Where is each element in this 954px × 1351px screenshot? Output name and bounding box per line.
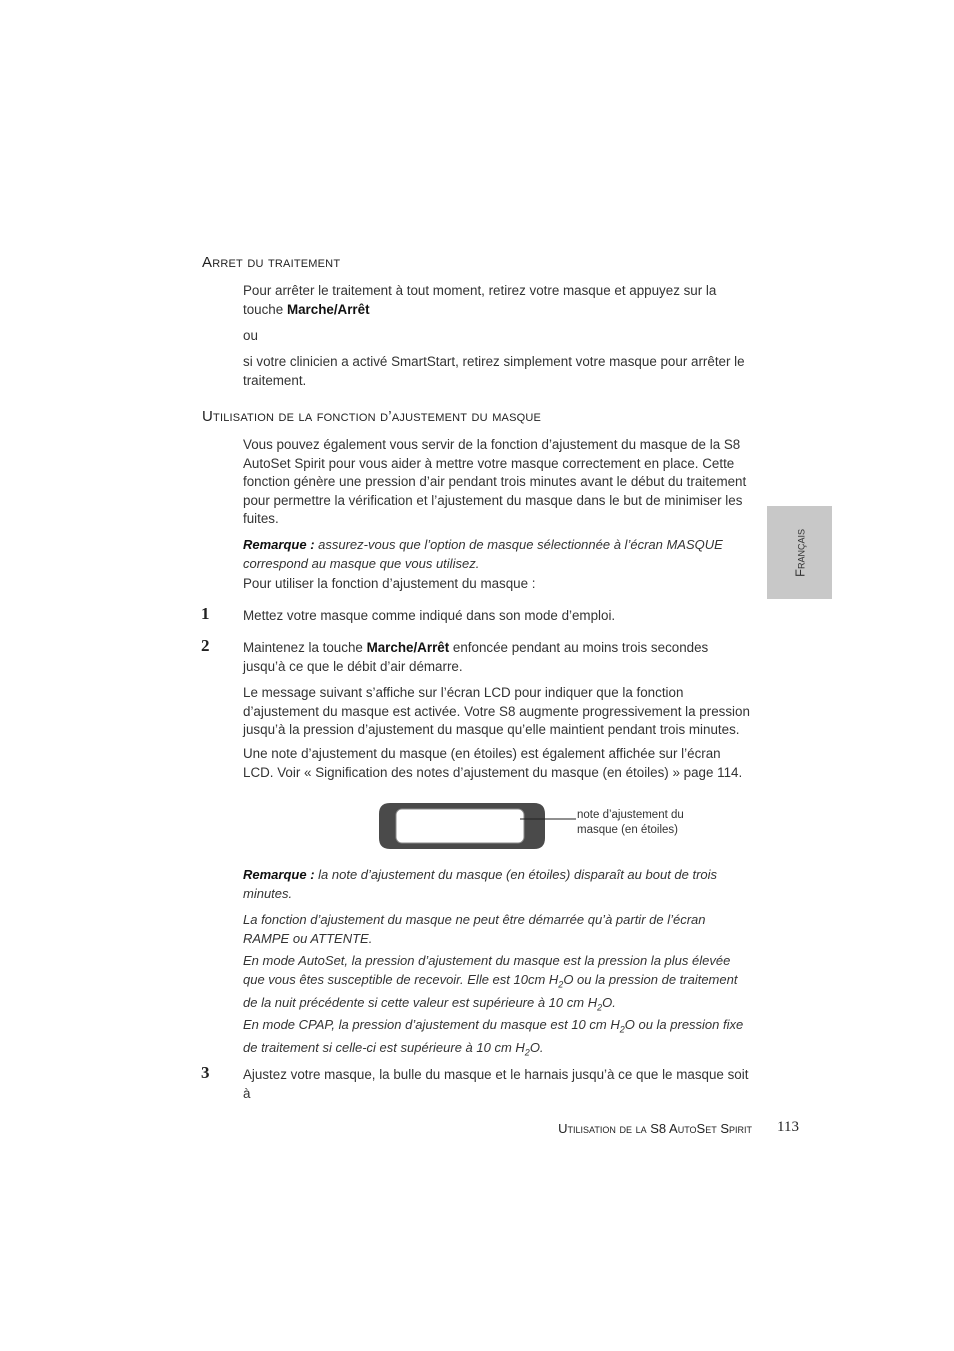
arret-paragraph-1	[243, 282, 753, 319]
step-3-number: 3	[201, 1063, 210, 1082]
note-3: La fonction d’ajustement du masque ne peut être démarrée qu’à partir de l’écran RAMPE ou ATTENTE.	[243, 912, 706, 946]
step-1-number: 1	[201, 604, 210, 623]
step-2-key: Marche/Arrêt	[366, 640, 450, 655]
step-2-text	[243, 639, 753, 676]
note-1-label: Remarque :	[243, 537, 315, 552]
step-1-text: Mettez votre masque comme indiqué dans son mode d’emploi.	[243, 608, 616, 623]
ajustement-paragraph-1: Vous pouvez également vous servir de la fonction d’ajustement du masque de la S8 AutoSet Spirit pour vous aider à mettre votre masque correctement en place. Cette fonction génère une pression d’air pendant trois minutes avant le début du traitement pour permettre la vérification et l’ajustement du masque dans le but de minimiser les fuites.	[243, 437, 747, 527]
ajustement-paragraph-3: Une note d’ajustement du masque (en étoiles) est également affichée sur l’écran LCD. Voir « Signification des notes d’ajustement du masque (en étoiles) » page 114.	[243, 746, 743, 780]
note-2-label: Remarque :	[243, 867, 315, 882]
star-rating-callout: note d’ajustement du masque (en étoiles)	[577, 809, 684, 836]
step-2-number: 2	[201, 636, 210, 655]
note-5-a: En mode CPAP, la pression d’ajustement du masque est 10 cm H	[243, 1017, 620, 1032]
subscript-2: 2	[619, 1024, 625, 1035]
note-1-text: assurez-vous que l’option de masque sélectionnée à l’écran MASQUE correspond au masque que vous utilisez.	[243, 537, 723, 571]
key-marche-arret: Marche/Arrêt	[286, 301, 370, 317]
note-1	[243, 536, 753, 573]
section-heading-arret: Arret du traitement	[202, 254, 341, 271]
arret-paragraph-1-text: Pour arrêter le traitement à tout moment, retirez votre masque et appuyez sur la touche	[243, 283, 717, 317]
note-2-text: la note d’ajustement du masque (en étoiles) disparaît au bout de trois minutes.	[243, 867, 718, 901]
arret-or: ou	[243, 328, 258, 343]
step-3-text: Ajustez votre masque, la bulle du masque et le harnais jusqu’à ce que le masque soit à	[243, 1067, 749, 1101]
ajustement-intro: Pour utiliser la fonction d’ajustement du masque :	[243, 576, 536, 591]
note-4-b: O ou la pression de traitement de la nuit précédente si cette valeur est supérieure à 10 cm H	[243, 971, 738, 1010]
note-4-c: O.	[602, 994, 616, 1010]
note-5	[243, 1016, 753, 1062]
subscript-2: 2	[524, 1047, 530, 1058]
ajustement-paragraph-2: Le message suivant s’affiche sur l’écran LCD pour indiquer que la fonction d’ajustement du masque est activée. Votre S8 augmente progressivement la pression jusqu’à la pression d’ajustement du masque qu’elle maintient pendant trois minutes.	[243, 685, 750, 738]
lcd-screen-illustration	[376, 800, 576, 852]
language-side-tab	[767, 506, 832, 599]
step-2-pre: Maintenez la touche	[243, 640, 367, 655]
subscript-2: 2	[558, 979, 564, 990]
note-4-a: En mode AutoSet, la pression d’ajustement du masque est la pression la plus élevée que vous êtes susceptible de recevoir. Elle est 10cm H	[243, 953, 731, 987]
footer-title: Utilisation de la S8 AutoSet Spirit	[558, 1121, 752, 1136]
note-2	[243, 866, 753, 903]
language-side-tab-label: Français	[792, 528, 807, 577]
note-5-c: O.	[529, 1040, 544, 1056]
arret-paragraph-2: si votre clinicien a activé SmartStart, retirez simplement votre masque pour arrêter le traitement.	[243, 354, 745, 388]
note-4	[243, 952, 753, 1017]
page-number: 113	[777, 1119, 799, 1135]
subscript-2: 2	[597, 1002, 603, 1013]
note-5-b: O ou la pression fixe de traitement si celle-ci est supérieure à 10 cm H	[243, 1017, 744, 1056]
section-heading-ajustement: Utilisation de la fonction d’ajustement du masque	[202, 408, 542, 425]
step-2-post: enfoncée pendant au moins trois secondes jusqu’à ce que le débit d’air démarre.	[243, 640, 709, 674]
